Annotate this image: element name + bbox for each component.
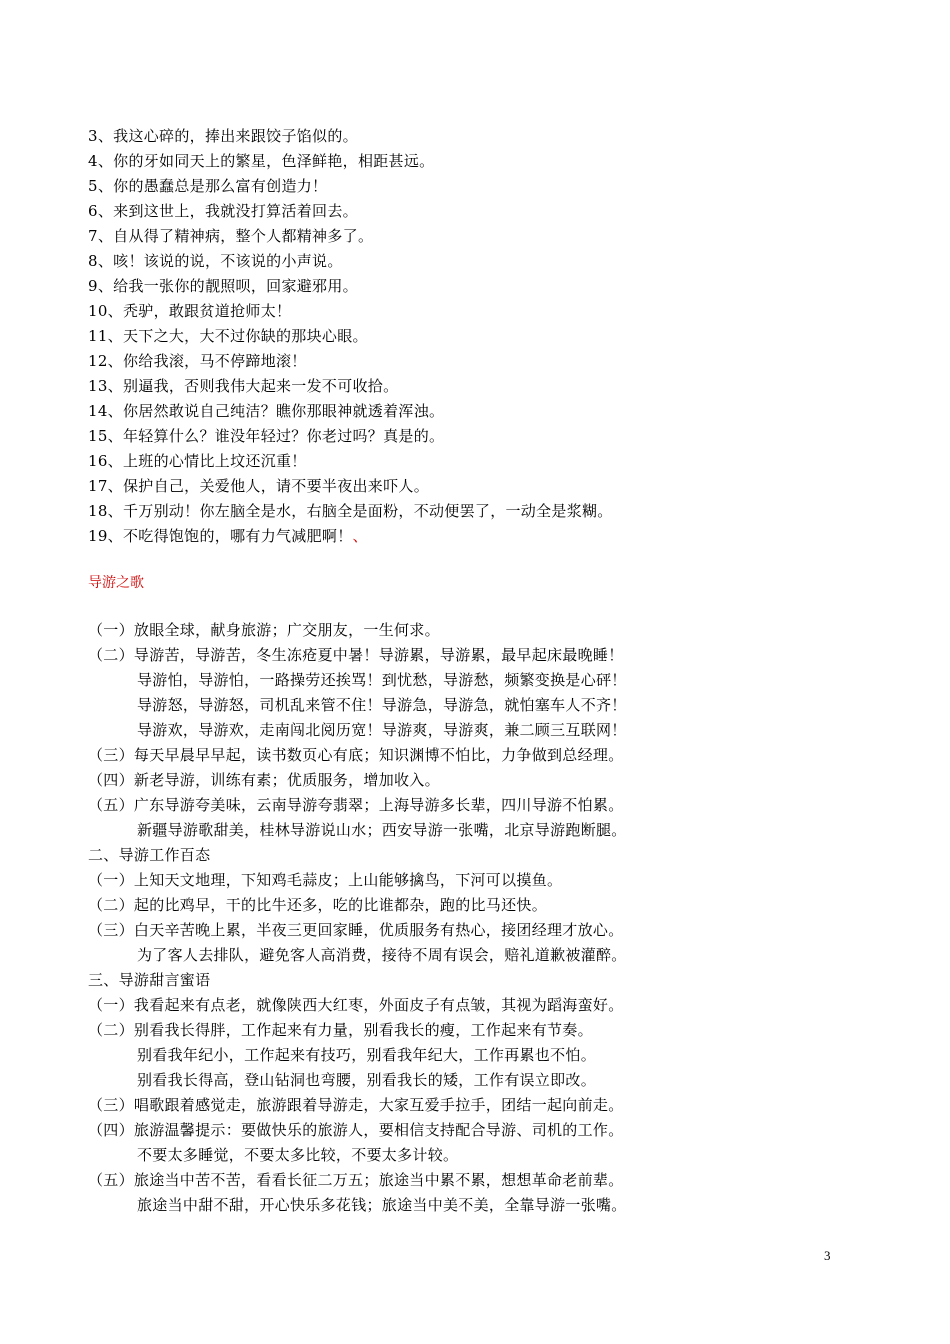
song-line: 导游怒，导游怒，司机乱来管不住！导游急，导游急，就怕塞车人不齐！	[137, 696, 627, 714]
joke-line: 3、我这心碎的，捧出来跟饺子馅似的。	[88, 127, 358, 145]
sweet-talk-line: 别看我年纪小，工作起来有技巧，别看我年纪大，工作再累也不怕。	[137, 1046, 597, 1064]
section-heading-work: 二、导游工作百态	[88, 846, 211, 864]
sweet-talk-line: （四）旅游温馨提示：要做快乐的旅游人，要相信支持配合导游、司机的工作。	[88, 1121, 624, 1139]
song-line: （一）放眼全球，献身旅游；广交朋友，一生何求。	[88, 621, 440, 639]
sweet-talk-line: 不要太多睡觉，不要太多比较，不要太多计较。	[137, 1146, 459, 1164]
song-title: 导游之歌	[88, 575, 144, 591]
song-line: （三）每天早晨早早起，读书数页心有底；知识渊博不怕比，力争做到总经理。	[88, 746, 624, 764]
joke-line: 16、上班的心情比上坟还沉重！	[88, 452, 307, 470]
work-line: （二）起的比鸡早，干的比牛还多，吃的比谁都杂，跑的比马还快。	[88, 896, 548, 914]
joke-line: 14、你居然敢说自己纯洁？瞧你那眼神就透着浑浊。	[88, 402, 445, 420]
sweet-talk-line: 别看我长得高，登山钻洞也弯腰，别看我长的矮，工作有误立即改。	[137, 1071, 597, 1089]
song-line: （二）导游苦，导游苦，冬生冻疮夏中暑！导游累，导游累，最早起床最晚睡！	[88, 646, 624, 664]
work-line: （三）白天辛苦晚上累，半夜三更回家睡，优质服务有热心，接团经理才放心。	[88, 921, 624, 939]
joke-line: 17、保护自己，关爱他人，请不要半夜出来吓人。	[88, 477, 429, 495]
joke-line: 5、你的愚蠢总是那么富有创造力！	[88, 177, 328, 195]
song-line: （五）广东导游夸美味，云南导游夸翡翠；上海导游多长辈，四川导游不怕累。	[88, 796, 624, 814]
joke-line: 11、天下之大，大不过你缺的那块心眼。	[88, 327, 368, 345]
sweet-talk-line: （五）旅途当中苦不苦，看看长征二万五；旅途当中累不累，想想革命老前辈。	[88, 1171, 624, 1189]
joke-line: 15、年轻算什么？谁没年轻过？你老过吗？真是的。	[88, 427, 445, 445]
work-line: 为了客人去排队，避免客人高消费，接待不周有误会，赔礼道歉被灌醉。	[137, 946, 627, 964]
song-line: 新疆导游歌甜美，桂林导游说山水；西安导游一张嘴，北京导游跑断腿。	[137, 821, 627, 839]
sweet-talk-line: 旅途当中甜不甜，开心快乐多花钱；旅途当中美不美，全靠导游一张嘴。	[137, 1196, 627, 1214]
joke-line: 9、给我一张你的靓照呗，回家避邪用。	[88, 277, 358, 295]
joke-line: 18、千万别动！你左脑全是水，右脑全是面粉，不动便罢了，一动全是浆糊。	[88, 502, 613, 520]
work-line: （一）上知天文地理，下知鸡毛蒜皮；上山能够擒鸟，下河可以摸鱼。	[88, 871, 563, 889]
sweet-talk-line: （一）我看起来有点老，就像陕西大红枣，外面皮子有点皱，其视为蹈海蛮好。	[88, 996, 624, 1014]
joke-line: 4、你的牙如同天上的繁星，色泽鲜艳，相距甚远。	[88, 152, 435, 170]
sweet-talk-line: （二）别看我长得胖，工作起来有力量，别看我长的瘦，工作起来有节奏。	[88, 1021, 593, 1039]
section-heading-sweet-talk: 三、导游甜言蜜语	[88, 971, 211, 989]
song-line: （四）新老导游，训练有素；优质服务，增加收入。	[88, 771, 440, 789]
red-comma-mark: 、	[352, 527, 368, 545]
song-line: 导游欢，导游欢，走南闯北阅历宽！导游爽，导游爽，兼二顾三互联网！	[137, 721, 627, 739]
page-number: 3	[824, 1248, 831, 1263]
song-line: 导游怕，导游怕，一路操劳还挨骂！到忧愁，导游愁，频繁变换是心砰！	[137, 671, 627, 689]
joke-line: 6、来到这世上，我就没打算活着回去。	[88, 202, 358, 220]
joke-line-last	[88, 526, 368, 546]
joke-line: 8、咳！该说的说，不该说的小声说。	[88, 252, 343, 270]
joke-line: 10、秃驴，敢跟贫道抢师太！	[88, 302, 292, 320]
joke-line: 7、自从得了精神病，整个人都精神多了。	[88, 227, 374, 245]
sweet-talk-line: （三）唱歌跟着感觉走，旅游跟着导游走，大家互爱手拉手，团结一起向前走。	[88, 1096, 624, 1114]
joke-text: 19、不吃得饱饱的，哪有力气减肥啊！	[88, 527, 353, 545]
joke-line: 12、你给我滚，马不停蹄地滚！	[88, 352, 307, 370]
joke-line: 13、别逼我，否则我伟大起来一发不可收拾。	[88, 377, 399, 395]
